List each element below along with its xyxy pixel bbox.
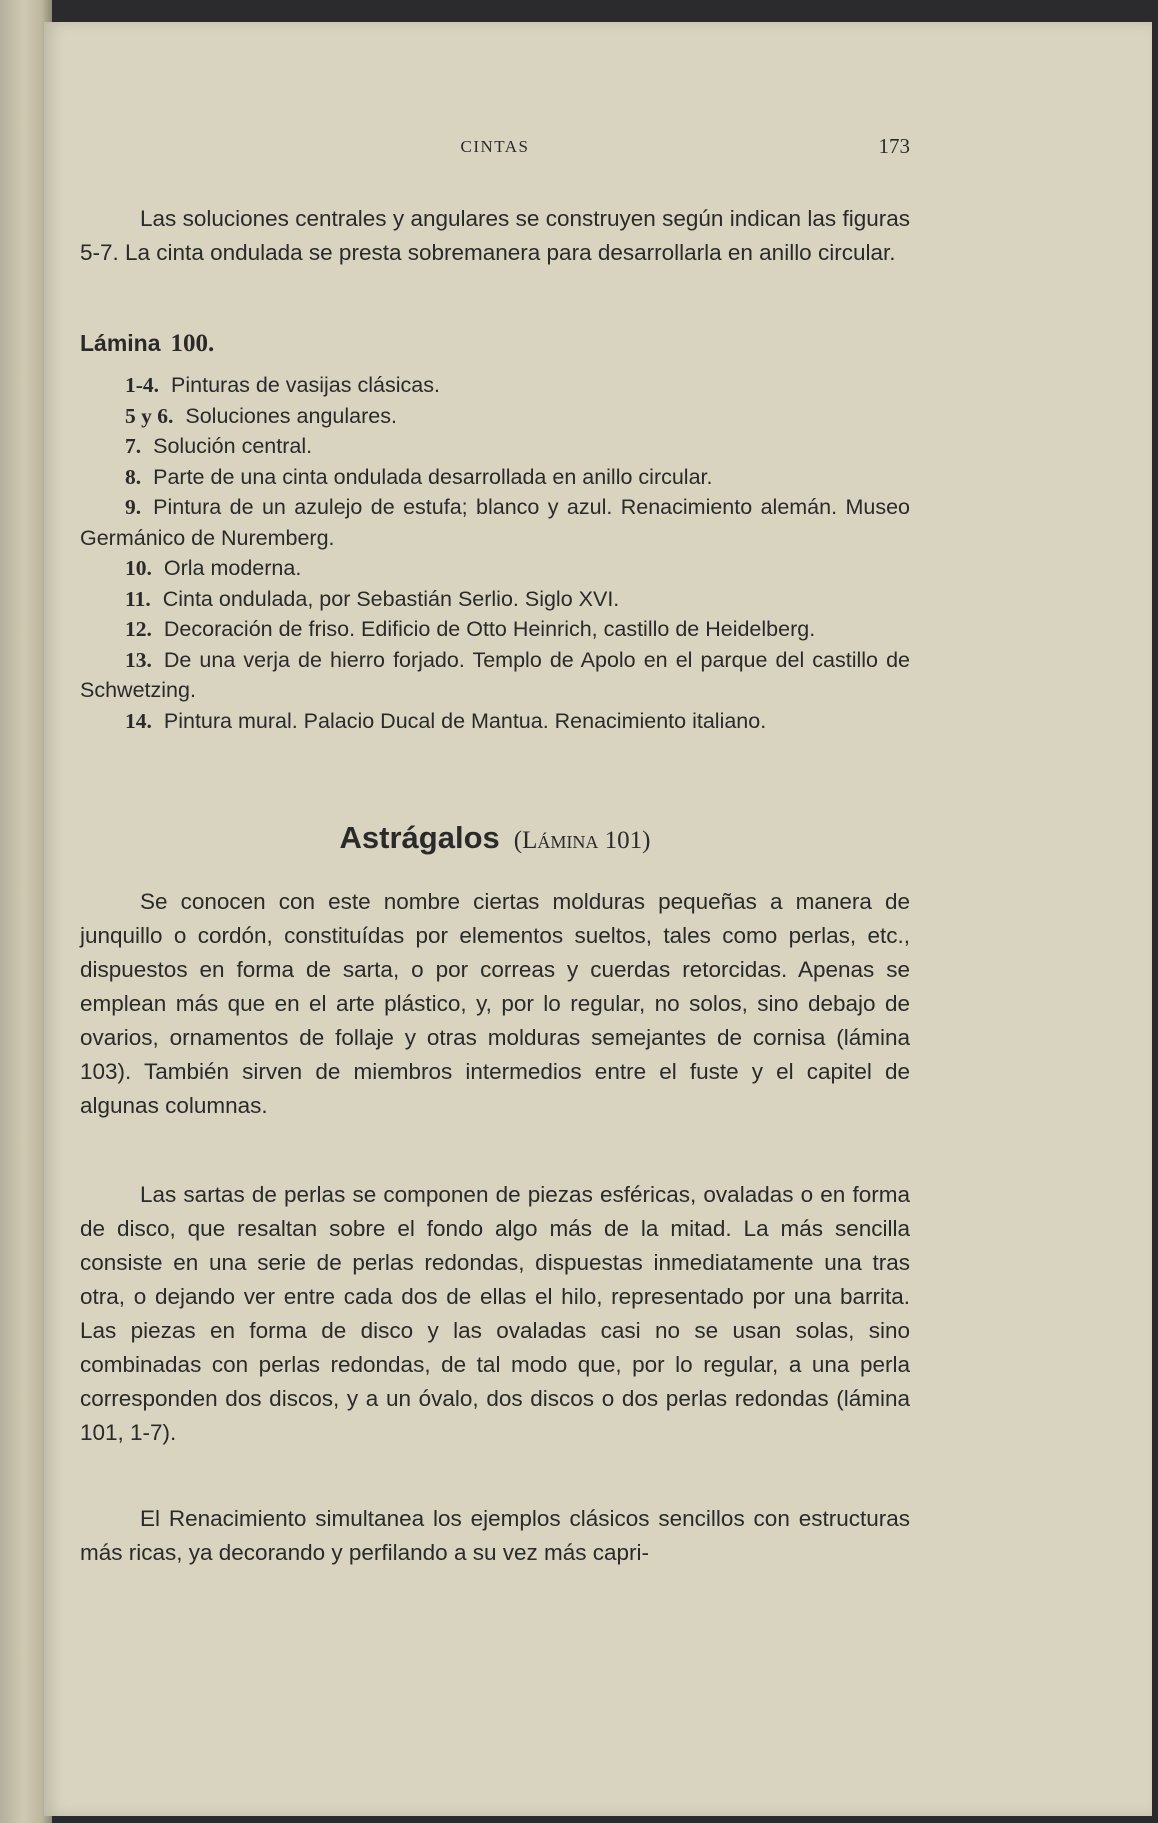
item-text: Soluciones angulares. <box>185 403 397 428</box>
subtitle-paren: ( <box>513 827 523 854</box>
item-number: 13. <box>125 647 152 672</box>
item-number: 5 y 6. <box>125 403 174 428</box>
list-item <box>80 584 910 615</box>
list-item <box>80 401 910 432</box>
plate-number: 100. <box>170 330 215 357</box>
list-item <box>80 431 910 462</box>
subtitle-label: Lámina <box>522 827 599 854</box>
item-number: 11. <box>125 586 151 611</box>
item-number: 7. <box>125 434 142 458</box>
list-item <box>80 645 910 706</box>
body-paragraph: Se conocen con este nombre ciertas molduras pequeñas a manera de junquillo o cordón, constituídas por elementos sueltos, tales como perlas, etc., dispuestos en forma de sarta, o por correas y cuerdas retorcidas. Apenas se emplean más que en el arte plástico, y, por lo regular, no solos, sino debajo de ovarios, ornamentos de follaje y otras molduras semejantes de cornisa (lámina 103). También sirven de miembros intermedios entre el fuste y el capitel de algunas columnas. <box>80 889 910 1118</box>
list-item <box>80 370 910 401</box>
item-number: 14. <box>125 708 152 733</box>
item-text: Pinturas de vasijas clásicas. <box>171 373 440 397</box>
item-text: Cinta ondulada, por Sebastián Serlio. Siglo XVI. <box>162 586 620 611</box>
subtitle-number: 101) <box>604 827 651 854</box>
page-number: 173 <box>878 134 910 158</box>
plate-caption-list <box>80 370 910 736</box>
item-number: 9. <box>125 495 142 519</box>
item-number: 8. <box>125 464 142 489</box>
item-text: Pintura mural. Palacio Ducal de Mantua. Renacimiento italiano. <box>163 708 767 733</box>
item-text: Orla moderna. <box>163 556 302 580</box>
section-title: Astrágalos <box>339 820 500 855</box>
item-number: 10. <box>125 556 152 580</box>
list-item <box>80 462 910 493</box>
list-item <box>80 706 910 737</box>
running-head <box>80 134 910 164</box>
body-paragraph: El Renacimiento simultanea los ejemplos clásicos sencillos con estructuras más ricas, ya decorando y perfilando a su vez más capri- <box>80 1506 910 1565</box>
item-text: Solución central. <box>153 434 313 458</box>
item-number: 1-4. <box>125 373 160 397</box>
item-number: 12. <box>125 617 152 641</box>
plate-heading <box>80 330 214 358</box>
item-text: De una verja de hierro forjado. Templo de Apolo en el parque del castillo de Schwetzing. <box>80 647 910 702</box>
item-text: Decoración de friso. Edificio de Otto Heinrich, castillo de Heidelberg. <box>163 617 816 641</box>
list-item <box>80 492 910 553</box>
item-text: Pintura de un azulejo de estufa; blanco y azul. Renacimiento alemán. Museo Germánico de Nuremberg. <box>80 495 910 550</box>
list-item <box>80 614 910 645</box>
intro-paragraph: Las soluciones centrales y angulares se construyen según indican las figuras 5-7. La cinta ondulada se presta sobremanera para desarrollarla en anillo circular. <box>80 206 910 265</box>
plate-label: Lámina <box>80 330 161 356</box>
body-paragraph: Las sartas de perlas se componen de piezas esféricas, ovaladas o en forma de disco, que resaltan sobre el fondo algo más de la mitad. La más sencilla consiste en una serie de perlas redondas, dispuestas inmediatamente una tras otra, o dejando ver entre cada dos de ellas el hilo, representado por una barrita. Las piezas en forma de disco y las ovaladas casi no se usan solas, sino combinadas con perlas redondas, de tal modo que, por lo regular, a una perla corresponden dos discos, y a un óvalo, dos discos o dos perlas redondas (lámina 101, 1-7). <box>80 1182 910 1445</box>
item-text: Parte de una cinta ondulada desarrollada en anillo circular. <box>153 464 713 489</box>
list-item <box>80 553 910 584</box>
section-heading <box>80 820 910 856</box>
section-subtitle <box>514 827 651 854</box>
running-title: CINTAS <box>460 137 530 156</box>
